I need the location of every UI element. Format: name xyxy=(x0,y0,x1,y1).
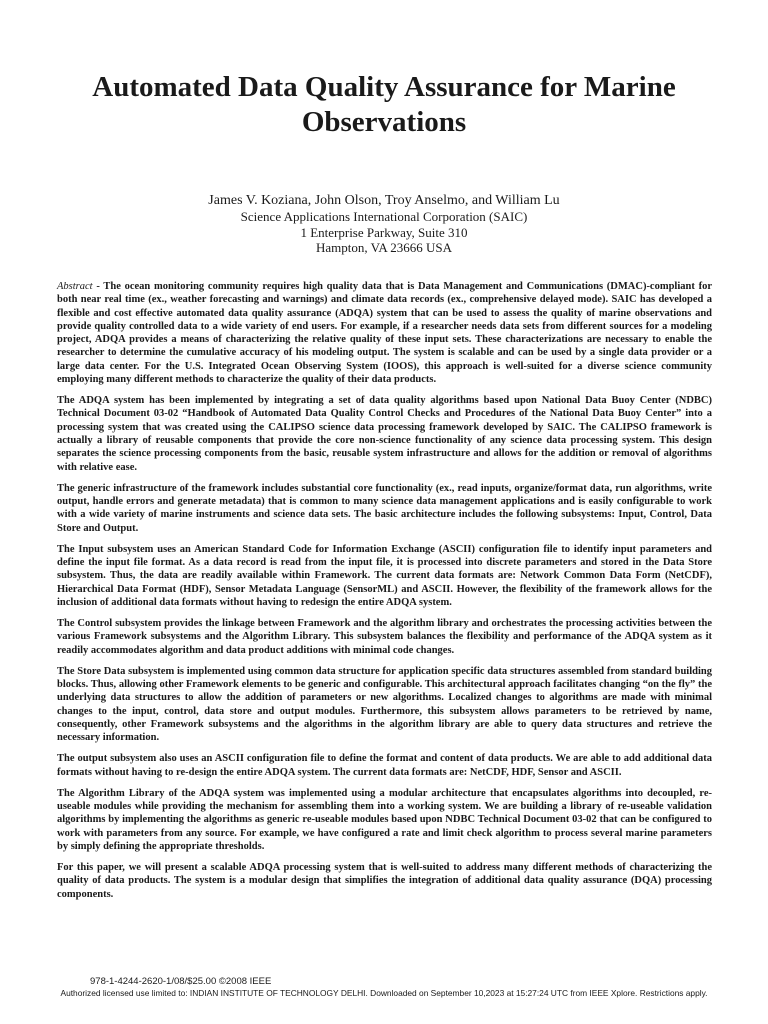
paper-title: Automated Data Quality Assurance for Marine Observations xyxy=(92,71,676,138)
body-paragraph-algorithm-library: The Algorithm Library of the ADQA system was implemented using a modular architecture that encapsulates algorithms into decoupled, re-useable modules while providing the mechanism for assembling them into a working system. We are building a library of re-useable validation algorithms by implementing the algorithms as generic re-useable modules based upon NDBC Technical Document 03-02 that can be configured to work with parameters from any source. For example, we have configured a rate and limit check algorithm to process several marine parameters by simply defining the appropriate thresholds. xyxy=(57,787,712,852)
author-affiliation: Science Applications International Corporation (SAIC) xyxy=(240,209,528,224)
author-block xyxy=(40,192,728,256)
author-names: James V. Koziana, John Olson, Troy Anselmo, and William Lu xyxy=(208,193,560,208)
author-address-line1: 1 Enterprise Parkway, Suite 310 xyxy=(300,224,468,240)
body-paragraph-control-subsystem: The Control subsystem provides the linkage between Framework and the algorithm library and orchestrates the processing activities between the various Framework subsystems and the Algorithm Library. This subsystem balances the flexibility and performance of the ADQA system as it readily accommodates algorithm and data product additions with minimal code changes. xyxy=(57,618,712,656)
body-paragraph-generic-infrastructure: The generic infrastructure of the framework includes substantial core functionality (ex., read inputs, organize/format data, run algorithms, write output, handle errors and generate metadata) that is common to many science data management applications and is easily configurable to work with a wide variety of marine instruments and science data sets. The basic architecture includes the following subsystems: Input, Control, Data Store and Output. xyxy=(57,482,712,534)
abstract-paragraph xyxy=(57,280,712,386)
body-paragraph-adqa-implementation: The ADQA system has been implemented by integrating a set of data quality algorithms based upon National Data Buoy Center (NDBC) Technical Document 03-02 “Handbook of Automated Data Quality Control Checks and Procedures of the National Data Buoy Center” into a processing system that was created using the CALIPSO science data processing framework developed by SAIC. The CALIPSO framework is actually a library of reusable components that provide the core non-science functionality of any science data processing system. This design separates the science processing components from the basic, reusable system infrastructure and allows for the addition or removal of algorithms with relative ease. xyxy=(57,395,712,473)
body-paragraph-conclusion: For this paper, we will present a scalable ADQA processing system that is well-suited to address many different methods of characterizing the quality of data products. The system is a modular design that simplifies the integration of additional data quality assurance (DQA) processing components. xyxy=(57,861,712,900)
abstract-label: Abstract xyxy=(57,281,93,292)
paper-body xyxy=(57,280,712,909)
license-notice: Authorized licensed use limited to: INDIAN INSTITUTE OF TECHNOLOGY DELHI. Downloaded on September 10,2023 at 15:27:24 UTC from IEEE Xplore. Restrictions apply. xyxy=(60,988,708,998)
abstract-text: - The ocean monitoring community requires high quality data that is Data Management and Communications (DMAC)-compliant for both near real time (ex., weather forecasting and warnings) and climate data records (ex., comprehensive delayed mode). SAIC has developed a flexible and cost effective automated data quality assurance (ADQA) system that can be used to assess the quality of marine observations and provide quality controlled data to a wide variety of end users. For example, if a researcher needs data sets from different sources for a modeling project, ADQA provides a means of characterizing the relative quality of these input sets. These characterizations are necessary to enable the researcher to determine the cumulative accuracy of his modeling output. The system is scalable and can be used by a single data provider or a large data center. For the U.S. Integrated Ocean Observing System (IOOS), this approach is well-suited for a diverse science community employing many different methods to characterize the quality of their data products. xyxy=(57,281,712,386)
body-paragraph-store-data-subsystem: The Store Data subsystem is implemented using common data structure for application specific data structures assembled from standard building blocks. Thus, allowing other Framework elements to be generic and configurable. This architectural approach facilitates changing “on the fly” the underlying data structures to allow the addition of parameters or new algorithms. Localized changes to algorithms are made with minimal changes to the input, control, data store and output modules. Furthermore, this subsystem allows parameters to be retrieved by name, consequently, other Framework subsystems and the algorithms in the algorithm library are able to query data structures and retrieve the necessary information. xyxy=(57,665,712,744)
body-paragraph-input-subsystem: The Input subsystem uses an American Standard Code for Information Exchange (ASCII) configuration file to identify input parameters and define the input file format. As a data record is read from the input file, it is processed into discrete parameters and stored in the Data Store subsystem. Thus, the data are readily available within Framework. The current data formats are: Network Common Data Form (NetCDF), Hierarchical Data Format (HDF), Sensor Metadata Language (SensorML) and ASCII. However, the flexibility of the framework allows for the inclusion of additional data formats without having to redesign the entire ADQA system. xyxy=(57,543,712,608)
author-address-line2: Hampton, VA 23666 USA xyxy=(315,240,453,255)
body-paragraph-output-subsystem: The output subsystem also uses an ASCII configuration file to define the format and content of data products. We are able to add additional data formats without having to re-design the entire ADQA system. The current data formats are: NetCDF, HDF, Sensor and ASCII. xyxy=(57,753,712,778)
copyright-notice: 978-1-4244-2620-1/08/$25.00 ©2008 IEEE xyxy=(90,976,272,987)
